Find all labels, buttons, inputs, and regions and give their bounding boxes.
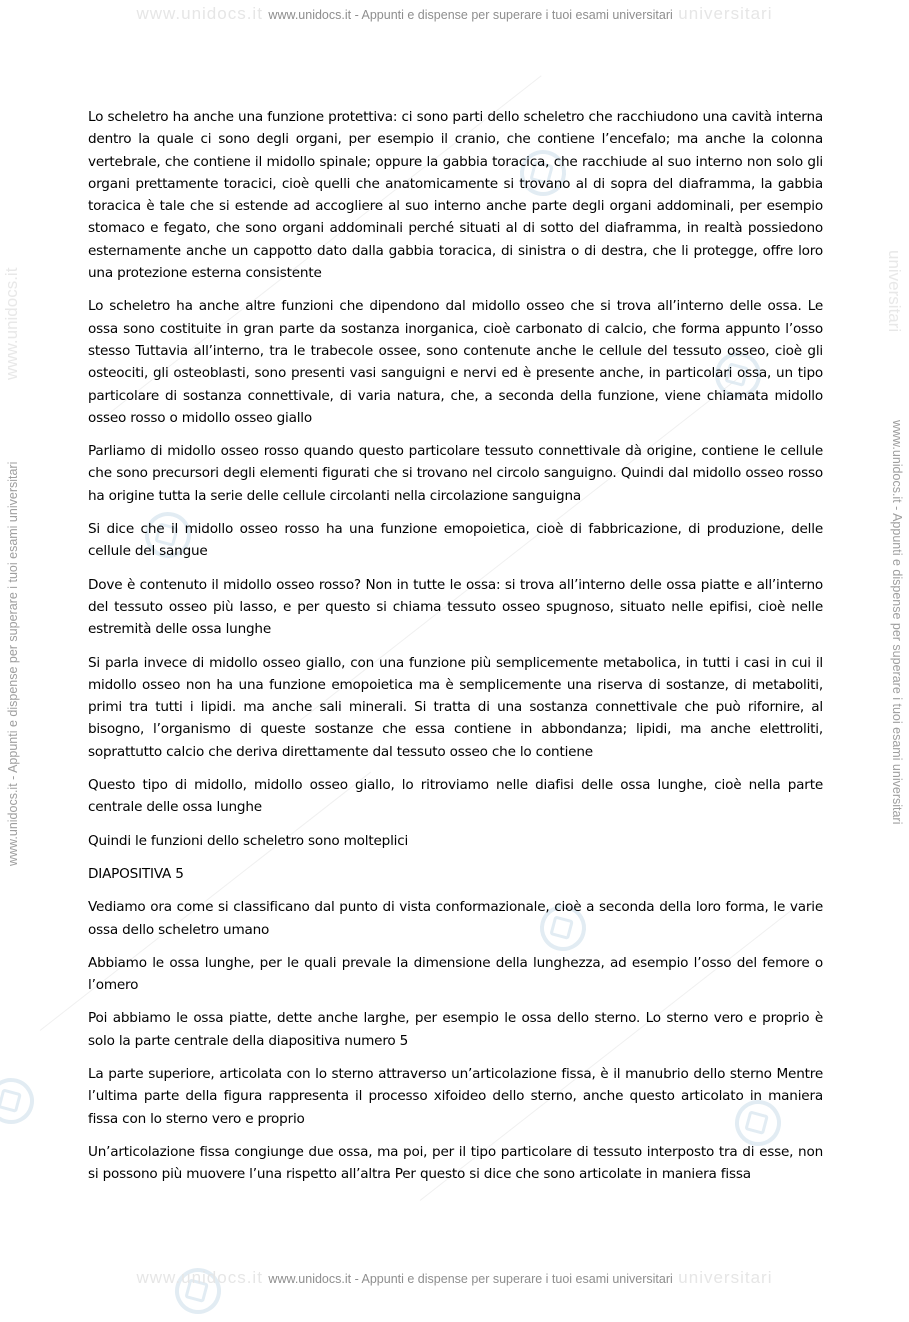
- header-ghost-left: www.unidocs.it: [136, 4, 263, 23]
- paragraph: Parliamo di midollo osseo rosso quando questo particolare tessuto connettivale dà origine, contiene le cellule che sono precursori degli elementi figurati che si trovano nel circolo sanguigno. Quindi dal midollo osseo rosso ha origine tutta la serie delle cellule circolanti nella circolazione sanguigna: [88, 443, 823, 504]
- paragraph: Poi abbiamo le ossa piatte, dette anche larghe, per esempio le ossa dello sterno. Lo sterno vero e proprio è solo la parte centrale della diapositiva numero 5: [88, 1010, 823, 1049]
- footer-watermark: [0, 1268, 909, 1288]
- paragraph: La parte superiore, articolata con lo sterno attraverso un’articolazione fissa, è il manubrio dello sterno Mentre l’ultima parte della figura rappresenta il processo xifoideo dello sterno, anche questo articolato in maniera fissa con lo sterno vero e proprio: [88, 1065, 823, 1127]
- paragraph: Un’articolazione fissa congiunge due ossa, ma poi, per il tipo particolare di tessuto interposto tra di esse, non si possono più muovere l’una rispetto all’altra Per questo si dice che sono articolate in maniera fissa: [88, 1143, 823, 1183]
- footer-watermark-text: www.unidocs.it - Appunti e dispense per superare i tuoi esami universitari: [268, 1272, 673, 1286]
- paragraph: Si dice che il midollo osseo rosso ha una funzione emopoietica, cioè di fabbricazione, di produzione, delle cellule del sangue: [88, 521, 823, 560]
- paragraph: Questo tipo di midollo, midollo osseo giallo, lo ritroviamo nelle diafisi delle ossa lunghe, cioè nella parte centrale delle ossa lunghe: [88, 777, 823, 816]
- footer-ghost-left: www.unidocs.it: [136, 1268, 263, 1287]
- paragraph: Quindi le funzioni dello scheletro sono molteplici: [88, 832, 409, 849]
- paragraph: Lo scheletro ha anche altre funzioni che dipendono dal midollo osseo che si trova all’interno delle ossa. Le ossa sono costituite in gran parte da sostanza inorganica, cioè carbonato di calcio, che forma appunto l’osso stesso Tuttavia all’interno, tra le trabecole ossee, sono contenute anche le cellule del tessuto osseo, cioè gli osteociti, gli osteoblasti, sono presenti vasi sanguigni e nervi ed è presente anche, in particolari ossa, un tipo particolare di sostanza connettivale, di varia natura, che, a seconda della funzione, viene chiamata midollo osseo rosso o midollo osseo giallo: [88, 298, 823, 426]
- header-watermark-text: www.unidocs.it - Appunti e dispense per superare i tuoi esami universitari: [268, 8, 673, 22]
- footer-ghost-right: universitari: [678, 1268, 773, 1287]
- header-ghost-right: universitari: [678, 4, 773, 23]
- left-side-watermark-text: www.unidocs.it - Appunti e dispense per superare i tuoi esami universitari: [6, 461, 20, 866]
- paragraph: Lo scheletro ha anche una funzione protettiva: ci sono parti dello scheletro che racchiudono una cavità interna dentro la quale ci sono degli organi, per esempio il cranio, che contiene l’encefalo; ma anche la colonna vertebrale, che contiene il midollo spinale; oppure la gabbia toracica, che racchiude al suo interno non solo gli organi prettamente toracici, cioè quelli che anatomicamente si trovano al di sopra del diaframma, la gabbia toracica è tale che si estende ad accogliere al suo interno anche parte degli organi addominali, per esempio stomaco e fegato, che sono organi addominali perché situati al di sotto del diaframma, in realtà possiedono esternamente anche un cappotto dato dalla gabbia toracica, di sinistra o di destra, che li protegge, offre loro una protezione esterna consistente: [88, 109, 823, 282]
- paragraph: Vediamo ora come si classificano dal punto di vista conformazionale, cioè a seconda della loro forma, le varie ossa dello scheletro umano: [88, 899, 823, 938]
- paragraph: Abbiamo le ossa lunghe, per le quali prevale la dimensione della lunghezza, ad esempio l’osso del femore o l’omero: [88, 954, 823, 994]
- right-side-ghost: universitari: [885, 250, 904, 333]
- slide-heading: DIAPOSITIVA 5: [88, 865, 184, 882]
- document-body: [88, 106, 823, 1196]
- header-watermark: [0, 4, 909, 24]
- left-side-ghost: www.unidocs.it: [2, 267, 21, 380]
- paragraph: Si parla invece di midollo osseo giallo, con una funzione più semplicemente metabolica, in tutti i casi in cui il midollo osseo non ha una funzione emopoietica ma è semplicemente una riserva di sostanze, di metaboliti, primi tra tutti i lipidi. ma anche sali minerali. Si tratta di una sostanza connettivale che può rifornire, al bisogno, l’organismo di queste sostanze che essa contiene in abbondanza; lipidi, ma anche elettroliti, soprattutto calcio che deriva direttamente dal tessuto osseo che lo contiene: [88, 654, 823, 760]
- right-side-watermark-text: www.unidocs.it - Appunti e dispense per superare i tuoi esami universitari: [890, 420, 904, 825]
- paragraph: Dove è contenuto il midollo osseo rosso? Non in tutte le ossa: si trova all’interno delle ossa piatte e all’interno del tessuto osseo più lasso, e per questo si chiama tessuto osseo spugnoso, situato nelle epifisi, cioè nelle estremità delle ossa lunghe: [88, 576, 823, 638]
